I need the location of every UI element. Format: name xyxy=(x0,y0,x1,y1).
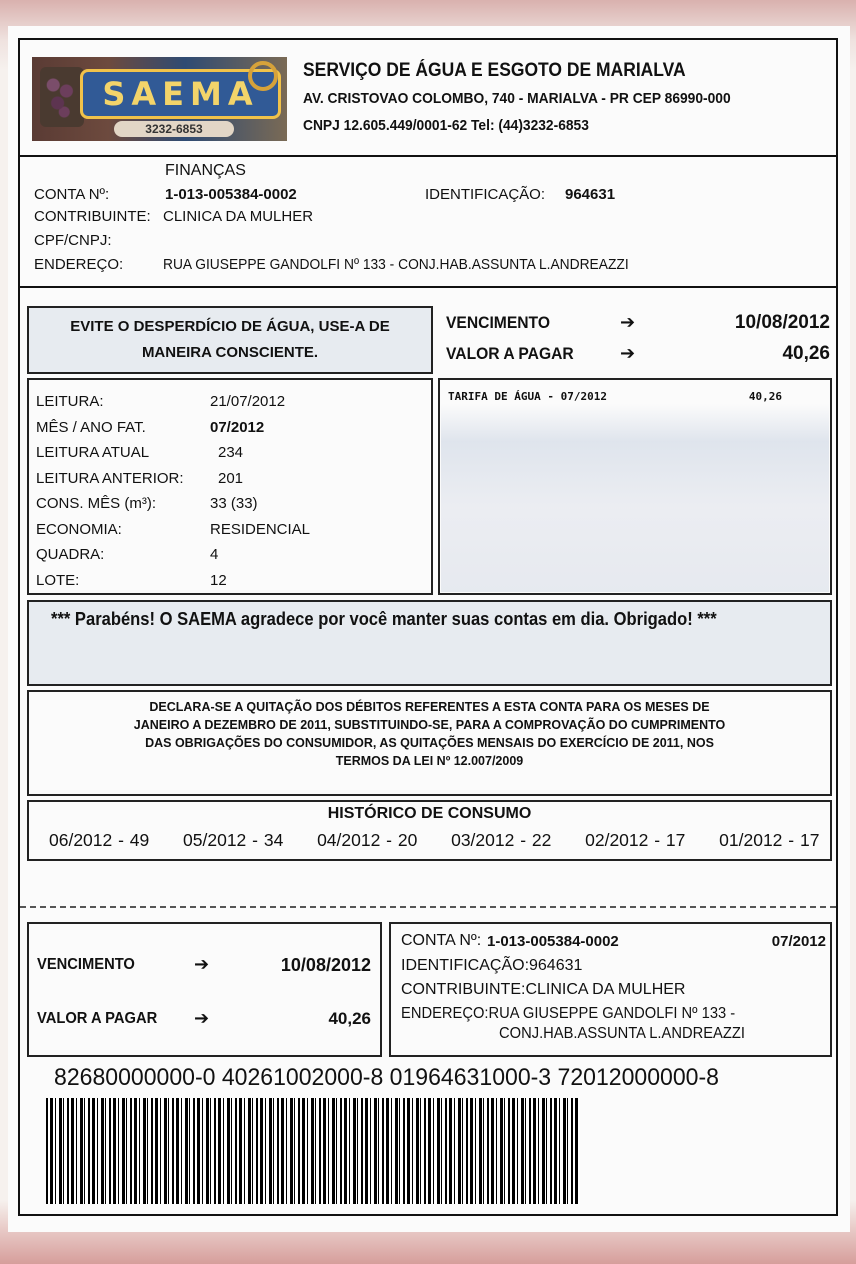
reading-value: 21/07/2012 xyxy=(210,393,286,410)
cut-line xyxy=(20,906,836,908)
history-item: 04/2012 - 20 xyxy=(317,830,418,850)
reading-value: 201 xyxy=(218,469,244,487)
barcode-digits: 82680000000-0 40261002000-8 01964631000-3 72012000000-8 xyxy=(54,1064,719,1091)
reading-labels xyxy=(36,389,184,593)
declaration-box xyxy=(27,690,832,796)
reading-label: ECONOMIA: xyxy=(36,520,122,538)
logo-phone: 3232-6853 xyxy=(114,121,234,137)
cpf-label: CPF/CNPJ: xyxy=(34,232,112,249)
notice-line2: MANEIRA CONSCIENTE. xyxy=(141,344,319,361)
charge-item-label: TARIFA DE ÁGUA - 07/2012 xyxy=(448,390,607,403)
background-watermark xyxy=(441,404,829,592)
reading-value: 4 xyxy=(210,546,219,563)
declaration-line: JANEIRO A DEZEMBRO DE 2011, SUBSTITUINDO-SE, PARA A COMPROVAÇÃO DO CUMPRIMENTO xyxy=(133,718,726,732)
contribuinte-label: CONTRIBUINTE: xyxy=(34,208,151,225)
stub-endereco-line1: ENDEREÇO:RUA GIUSEPPE GANDOLFI Nº 133 - xyxy=(401,1005,736,1022)
history-item: 06/2012 - 49 xyxy=(49,830,150,850)
reading-value: 07/2012 xyxy=(210,418,265,436)
stub-ref: 07/2012 xyxy=(771,933,826,950)
logo-wordmark: SAEMA xyxy=(80,69,281,119)
thanks-message: *** Parabéns! O SAEMA agradece por você manter suas contas em dia. Obrigado! *** xyxy=(51,609,717,629)
arrow-right-icon: ➔ xyxy=(194,954,210,975)
stub-vencimento-label: VENCIMENTO xyxy=(37,956,135,973)
reading-value: 234 xyxy=(218,444,244,461)
arrow-right-icon: ➔ xyxy=(620,312,636,333)
identificacao-label: IDENTIFICAÇÃO: xyxy=(425,186,546,203)
vencimento-label: VENCIMENTO xyxy=(446,313,551,332)
contribuinte-value: CLINICA DA MULHER xyxy=(163,208,314,225)
reading-label: LEITURA: xyxy=(36,393,104,410)
barcode xyxy=(46,1098,580,1204)
reading-value: 12 xyxy=(210,571,227,589)
reading-label: CONS. MÊS (m³): xyxy=(36,495,156,512)
valor-value: 40,26 xyxy=(782,343,830,364)
reading-label: LOTE: xyxy=(36,571,80,589)
stub-contribuinte: CONTRIBUINTE:CLINICA DA MULHER xyxy=(401,981,686,998)
declaration-line: DAS OBRIGAÇÕES DO CONSUMIDOR, AS QUITAÇÕES MENSAIS DO EXERCÍCIO DE 2011, NOS xyxy=(145,736,714,750)
department-label: FINANÇAS xyxy=(165,162,246,179)
stub-endereco-line2: CONJ.HAB.ASSUNTA L.ANDREAZZI xyxy=(499,1025,745,1042)
thanks-box xyxy=(27,600,832,686)
history-title: HISTÓRICO DE CONSUMO xyxy=(327,805,532,822)
history-item: 01/2012 - 17 xyxy=(719,830,820,850)
reading-value: 33 (33) xyxy=(210,495,258,512)
customer-divider xyxy=(18,286,838,288)
arrow-right-icon: ➔ xyxy=(194,1008,210,1029)
reading-label: LEITURA ANTERIOR: xyxy=(36,469,184,487)
reading-value: RESIDENCIAL xyxy=(210,520,311,538)
org-cnpj-tel: CNPJ 12.605.449/0001-62 Tel: (44)3232-6853 xyxy=(303,117,589,134)
stub-vencimento-value: 10/08/2012 xyxy=(280,955,371,975)
stub-valor-value: 40,26 xyxy=(328,1009,371,1028)
stub-identificacao: IDENTIFICAÇÃO:964631 xyxy=(401,957,583,974)
history-item: 05/2012 - 34 xyxy=(183,830,284,850)
vencimento-value: 10/08/2012 xyxy=(734,312,830,333)
endereco-value: RUA GIUSEPPE GANDOLFI Nº 133 - CONJ.HAB.ASSUNTA L.ANDREAZZI xyxy=(163,256,629,273)
identificacao-value: 964631 xyxy=(565,186,616,203)
history-box xyxy=(27,800,832,861)
org-name: SERVIÇO DE ÁGUA E ESGOTO DE MARIALVA xyxy=(303,60,686,81)
conta-label: CONTA Nº: xyxy=(34,186,110,203)
reading-label: QUADRA: xyxy=(36,546,105,563)
reading-label: LEITURA ATUAL xyxy=(36,444,150,461)
declaration-line: DECLARA-SE A QUITAÇÃO DOS DÉBITOS REFERENTES A ESTA CONTA PARA OS MESES DE xyxy=(149,700,710,714)
history-list xyxy=(49,830,819,851)
valve-icon xyxy=(248,61,278,91)
grapes-icon xyxy=(40,67,84,127)
valor-label: VALOR A PAGAR xyxy=(446,344,574,363)
notice-line1: EVITE O DESPERDÍCIO DE ÁGUA, USE-A DE xyxy=(70,318,390,335)
endereco-label: ENDEREÇO: xyxy=(34,256,124,273)
conta-value: 1-013-005384-0002 xyxy=(165,186,297,203)
charge-item-value: 40,26 xyxy=(748,390,782,403)
stub-details-box xyxy=(389,922,832,1057)
history-item: 03/2012 - 22 xyxy=(451,830,552,850)
stub-conta-label: CONTA Nº: xyxy=(401,932,482,949)
arrow-right-icon: ➔ xyxy=(620,343,636,364)
declaration-line: TERMOS DA LEI Nº 12.007/2009 xyxy=(335,754,524,768)
stub-valor-label: VALOR A PAGAR xyxy=(37,1010,158,1027)
reading-values xyxy=(210,389,310,593)
reading-label: MÊS / ANO FAT. xyxy=(36,418,146,436)
org-address: AV. CRISTOVAO COLOMBO, 740 - MARIALVA - PR CEP 86990-000 xyxy=(303,90,731,107)
declaration-text xyxy=(29,698,830,770)
stub-payment-box xyxy=(27,922,382,1057)
stub-conta-value: 1-013-005384-0002 xyxy=(487,933,619,950)
history-item: 02/2012 - 17 xyxy=(585,830,686,850)
header-divider xyxy=(18,155,838,157)
notice-box xyxy=(27,306,433,374)
saema-logo xyxy=(32,57,287,141)
